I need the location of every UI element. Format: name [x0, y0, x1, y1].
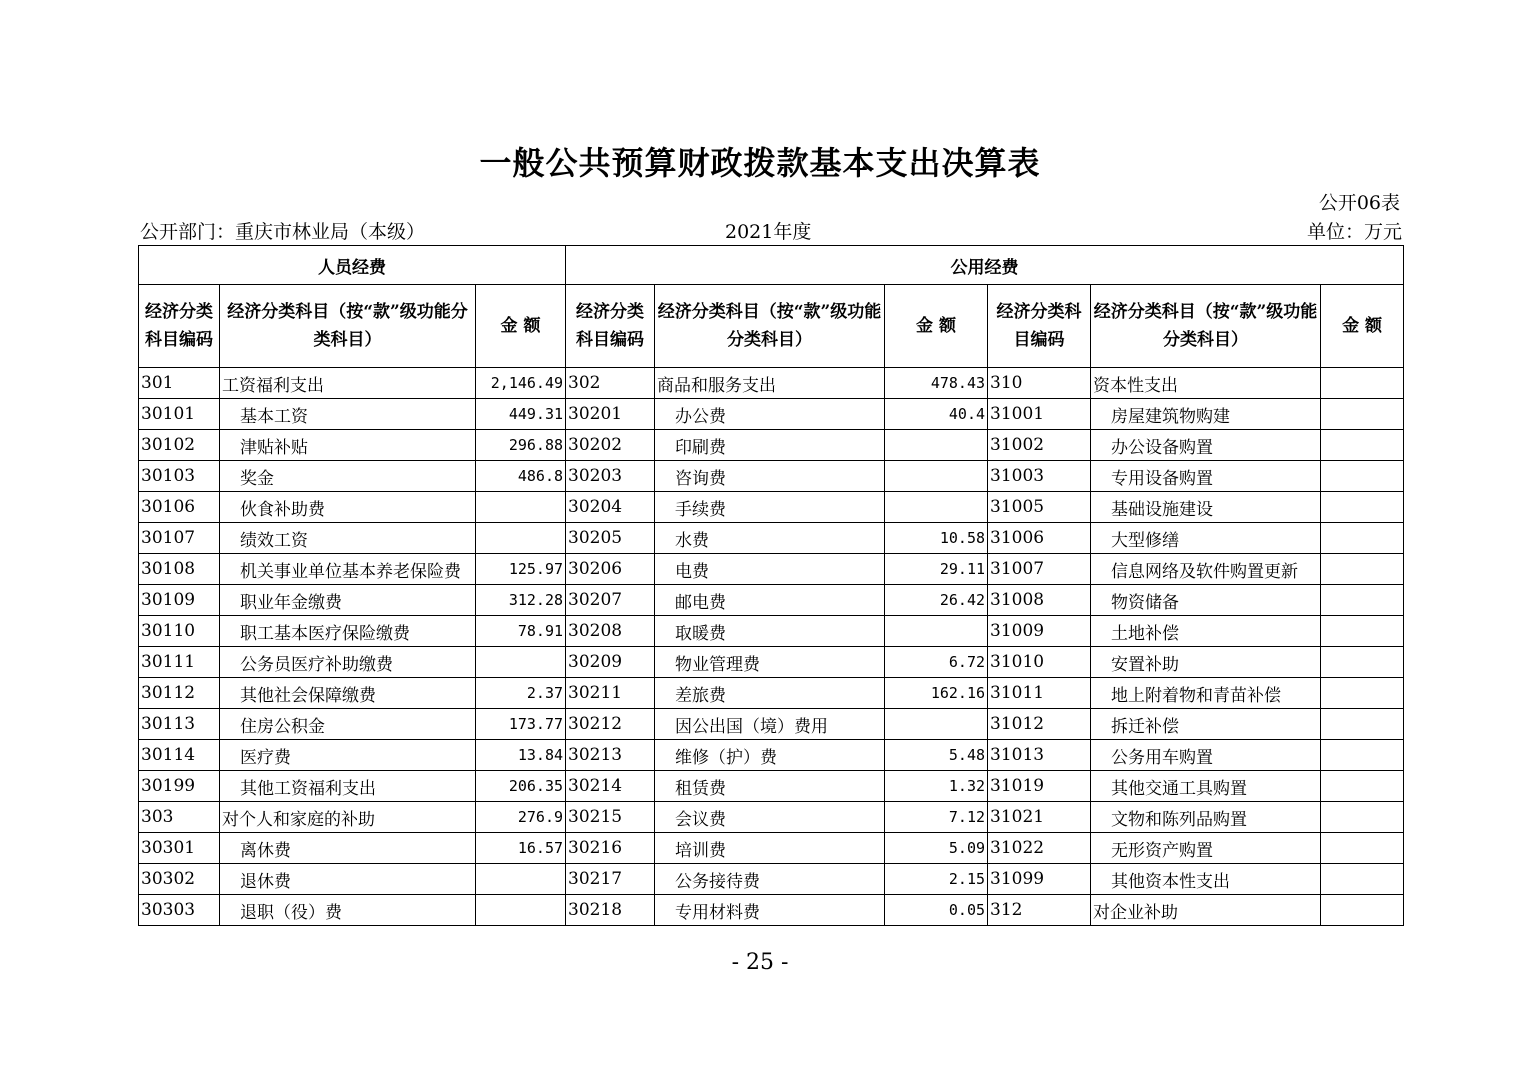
- cell-amount: [476, 647, 566, 678]
- cell-amount: 478.43: [885, 368, 988, 399]
- cell-code: 31006: [988, 523, 1091, 554]
- cell-amount: 125.97: [476, 554, 566, 585]
- cell-code: 30112: [139, 678, 220, 709]
- cell-item-name: 工资福利支出: [220, 368, 476, 399]
- cell-code: 30208: [566, 616, 655, 647]
- cell-code: 30302: [139, 864, 220, 895]
- cell-amount: [1321, 895, 1404, 926]
- cell-code: 30201: [566, 399, 655, 430]
- cell-amount: 10.58: [885, 523, 988, 554]
- table-row: [139, 430, 1404, 461]
- cell-item-name: 印刷费: [655, 430, 885, 461]
- col-code-a: 经济分类科目编码: [139, 285, 220, 368]
- table-row: [139, 554, 1404, 585]
- cell-code: 31001: [988, 399, 1091, 430]
- cell-item-name: 取暖费: [655, 616, 885, 647]
- cell-amount: 276.9: [476, 802, 566, 833]
- table-row: [139, 647, 1404, 678]
- cell-code: 30212: [566, 709, 655, 740]
- cell-code: 30209: [566, 647, 655, 678]
- cell-item-name: 房屋建筑物购建: [1091, 399, 1321, 430]
- cell-code: 30216: [566, 833, 655, 864]
- cell-item-name: 会议费: [655, 802, 885, 833]
- table-row: [139, 864, 1404, 895]
- cell-item-name: 物资储备: [1091, 585, 1321, 616]
- cell-code: 30207: [566, 585, 655, 616]
- cell-amount: [1321, 461, 1404, 492]
- cell-code: 30113: [139, 709, 220, 740]
- cell-code: 30102: [139, 430, 220, 461]
- cell-amount: [1321, 430, 1404, 461]
- cell-code: 31011: [988, 678, 1091, 709]
- group-public: 公用经费: [566, 246, 1404, 285]
- cell-code: 30204: [566, 492, 655, 523]
- col-name-c: 经济分类科目（按“款”级功能分类科目）: [1091, 285, 1321, 368]
- cell-code: 31022: [988, 833, 1091, 864]
- table-row: [139, 740, 1404, 771]
- cell-amount: 78.91: [476, 616, 566, 647]
- cell-amount: 5.48: [885, 740, 988, 771]
- cell-code: 30114: [139, 740, 220, 771]
- cell-amount: 173.77: [476, 709, 566, 740]
- cell-amount: 312.28: [476, 585, 566, 616]
- cell-amount: [1321, 399, 1404, 430]
- cell-amount: 13.84: [476, 740, 566, 771]
- cell-item-name: 对个人和家庭的补助: [220, 802, 476, 833]
- cell-item-name: 对企业补助: [1091, 895, 1321, 926]
- cell-item-name: 维修（护）费: [655, 740, 885, 771]
- cell-amount: [476, 492, 566, 523]
- cell-amount: [885, 616, 988, 647]
- cell-amount: [476, 895, 566, 926]
- cell-amount: [1321, 616, 1404, 647]
- cell-amount: [885, 492, 988, 523]
- cell-code: 31021: [988, 802, 1091, 833]
- cell-amount: 7.12: [885, 802, 988, 833]
- col-amount-c: 金 额: [1321, 285, 1404, 368]
- cell-code: 30218: [566, 895, 655, 926]
- cell-amount: [476, 523, 566, 554]
- unit-label: 单位：万元: [1306, 221, 1402, 243]
- cell-code: 30110: [139, 616, 220, 647]
- table-row: [139, 771, 1404, 802]
- cell-code: 30202: [566, 430, 655, 461]
- cell-item-name: 安置补助: [1091, 647, 1321, 678]
- cell-item-name: 医疗费: [220, 740, 476, 771]
- table-code-label: 公开06表: [1318, 192, 1400, 214]
- cell-amount: 2,146.49: [476, 368, 566, 399]
- cell-item-name: 资本性支出: [1091, 368, 1321, 399]
- cell-code: 30199: [139, 771, 220, 802]
- cell-amount: [1321, 585, 1404, 616]
- cell-amount: 2.15: [885, 864, 988, 895]
- cell-code: 31019: [988, 771, 1091, 802]
- cell-item-name: 绩效工资: [220, 523, 476, 554]
- cell-item-name: 大型修缮: [1091, 523, 1321, 554]
- cell-item-name: 文物和陈列品购置: [1091, 802, 1321, 833]
- table-row: [139, 802, 1404, 833]
- cell-item-name: 公务用车购置: [1091, 740, 1321, 771]
- cell-item-name: 物业管理费: [655, 647, 885, 678]
- table-row: [139, 709, 1404, 740]
- cell-amount: [1321, 554, 1404, 585]
- cell-code: 31008: [988, 585, 1091, 616]
- cell-item-name: 职工基本医疗保险缴费: [220, 616, 476, 647]
- cell-item-name: 其他社会保障缴费: [220, 678, 476, 709]
- table-row: [139, 585, 1404, 616]
- cell-item-name: 拆迁补偿: [1091, 709, 1321, 740]
- cell-code: 31007: [988, 554, 1091, 585]
- cell-code: 31013: [988, 740, 1091, 771]
- cell-code: 31012: [988, 709, 1091, 740]
- cell-item-name: 培训费: [655, 833, 885, 864]
- cell-amount: [1321, 771, 1404, 802]
- cell-code: 30301: [139, 833, 220, 864]
- year-label: 2021年度: [725, 221, 812, 243]
- cell-item-name: 土地补偿: [1091, 616, 1321, 647]
- cell-amount: 5.09: [885, 833, 988, 864]
- cell-code: 30205: [566, 523, 655, 554]
- cell-item-name: 信息网络及软件购置更新: [1091, 554, 1321, 585]
- cell-amount: [1321, 523, 1404, 554]
- cell-amount: [1321, 864, 1404, 895]
- cell-amount: [885, 461, 988, 492]
- cell-item-name: 办公设备购置: [1091, 430, 1321, 461]
- cell-code: 30203: [566, 461, 655, 492]
- cell-item-name: 公务员医疗补助缴费: [220, 647, 476, 678]
- table-row: [139, 833, 1404, 864]
- cell-code: 303: [139, 802, 220, 833]
- cell-amount: [1321, 802, 1404, 833]
- cell-amount: 449.31: [476, 399, 566, 430]
- cell-item-name: 专用材料费: [655, 895, 885, 926]
- cell-item-name: 邮电费: [655, 585, 885, 616]
- cell-code: 30107: [139, 523, 220, 554]
- cell-amount: 16.57: [476, 833, 566, 864]
- cell-code: 30109: [139, 585, 220, 616]
- cell-code: 31009: [988, 616, 1091, 647]
- department-label: 公开部门：重庆市林业局（本级）: [140, 221, 426, 243]
- cell-code: 30101: [139, 399, 220, 430]
- cell-amount: 6.72: [885, 647, 988, 678]
- cell-code: 30217: [566, 864, 655, 895]
- cell-item-name: 公务接待费: [655, 864, 885, 895]
- cell-amount: 2.37: [476, 678, 566, 709]
- expenditure-table: [138, 245, 1404, 926]
- cell-code: 30211: [566, 678, 655, 709]
- cell-item-name: 退职（役）费: [220, 895, 476, 926]
- table-row: [139, 895, 1404, 926]
- cell-code: 30214: [566, 771, 655, 802]
- cell-amount: 26.42: [885, 585, 988, 616]
- cell-code: 31003: [988, 461, 1091, 492]
- cell-amount: 1.32: [885, 771, 988, 802]
- cell-amount: [1321, 678, 1404, 709]
- table-row: [139, 461, 1404, 492]
- cell-code: 31010: [988, 647, 1091, 678]
- cell-code: 310: [988, 368, 1091, 399]
- cell-amount: 296.88: [476, 430, 566, 461]
- cell-item-name: 地上附着物和青苗补偿: [1091, 678, 1321, 709]
- cell-amount: 40.4: [885, 399, 988, 430]
- table-row: [139, 616, 1404, 647]
- cell-amount: [885, 709, 988, 740]
- cell-item-name: 津贴补贴: [220, 430, 476, 461]
- table-row: [139, 399, 1404, 430]
- cell-item-name: 商品和服务支出: [655, 368, 885, 399]
- meta-row: [140, 217, 1402, 243]
- cell-code: 30206: [566, 554, 655, 585]
- cell-item-name: 专用设备购置: [1091, 461, 1321, 492]
- cell-amount: [1321, 740, 1404, 771]
- cell-amount: [1321, 833, 1404, 864]
- cell-amount: 162.16: [885, 678, 988, 709]
- cell-item-name: 基础设施建设: [1091, 492, 1321, 523]
- cell-amount: 0.05: [885, 895, 988, 926]
- cell-item-name: 差旅费: [655, 678, 885, 709]
- cell-code: 30108: [139, 554, 220, 585]
- col-name-a: 经济分类科目（按“款”级功能分类科目）: [220, 285, 476, 368]
- cell-code: 31099: [988, 864, 1091, 895]
- cell-item-name: 伙食补助费: [220, 492, 476, 523]
- cell-code: 30106: [139, 492, 220, 523]
- cell-item-name: 其他资本性支出: [1091, 864, 1321, 895]
- col-name-b: 经济分类科目（按“款”级功能分类科目）: [655, 285, 885, 368]
- cell-amount: [1321, 492, 1404, 523]
- cell-amount: [1321, 368, 1404, 399]
- cell-item-name: 离休费: [220, 833, 476, 864]
- cell-code: 301: [139, 368, 220, 399]
- cell-item-name: 手续费: [655, 492, 885, 523]
- cell-item-name: 电费: [655, 554, 885, 585]
- cell-amount: 29.11: [885, 554, 988, 585]
- table-row: [139, 492, 1404, 523]
- cell-code: 30213: [566, 740, 655, 771]
- cell-item-name: 办公费: [655, 399, 885, 430]
- cell-item-name: 其他交通工具购置: [1091, 771, 1321, 802]
- cell-item-name: 机关事业单位基本养老保险费: [220, 554, 476, 585]
- cell-item-name: 租赁费: [655, 771, 885, 802]
- cell-item-name: 水费: [655, 523, 885, 554]
- cell-amount: [476, 864, 566, 895]
- page-title: 一般公共预算财政拨款基本支出决算表: [479, 144, 1041, 182]
- cell-code: 30215: [566, 802, 655, 833]
- group-header-row: [139, 246, 1404, 285]
- cell-code: 31002: [988, 430, 1091, 461]
- cell-code: 30303: [139, 895, 220, 926]
- table-row: [139, 678, 1404, 709]
- cell-item-name: 住房公积金: [220, 709, 476, 740]
- col-code-b: 经济分类科目编码: [566, 285, 655, 368]
- cell-item-name: 咨询费: [655, 461, 885, 492]
- col-amount-a: 金 额: [476, 285, 566, 368]
- table-row: [139, 523, 1404, 554]
- page-number: - 25 -: [731, 950, 789, 975]
- cell-item-name: 基本工资: [220, 399, 476, 430]
- cell-code: 31005: [988, 492, 1091, 523]
- table-row: [139, 368, 1404, 399]
- cell-item-name: 职业年金缴费: [220, 585, 476, 616]
- cell-item-name: 其他工资福利支出: [220, 771, 476, 802]
- cell-amount: 486.8: [476, 461, 566, 492]
- cell-code: 312: [988, 895, 1091, 926]
- col-amount-b: 金 额: [885, 285, 988, 368]
- cell-item-name: 奖金: [220, 461, 476, 492]
- cell-item-name: 因公出国（境）费用: [655, 709, 885, 740]
- cell-code: 30111: [139, 647, 220, 678]
- cell-amount: [1321, 647, 1404, 678]
- group-personnel: 人员经费: [139, 246, 566, 285]
- cell-amount: [1321, 709, 1404, 740]
- cell-amount: 206.35: [476, 771, 566, 802]
- cell-item-name: 退休费: [220, 864, 476, 895]
- cell-code: 30103: [139, 461, 220, 492]
- cell-item-name: 无形资产购置: [1091, 833, 1321, 864]
- column-header-row: [139, 285, 1404, 368]
- cell-code: 302: [566, 368, 655, 399]
- col-code-c: 经济分类科目编码: [988, 285, 1091, 368]
- cell-amount: [885, 430, 988, 461]
